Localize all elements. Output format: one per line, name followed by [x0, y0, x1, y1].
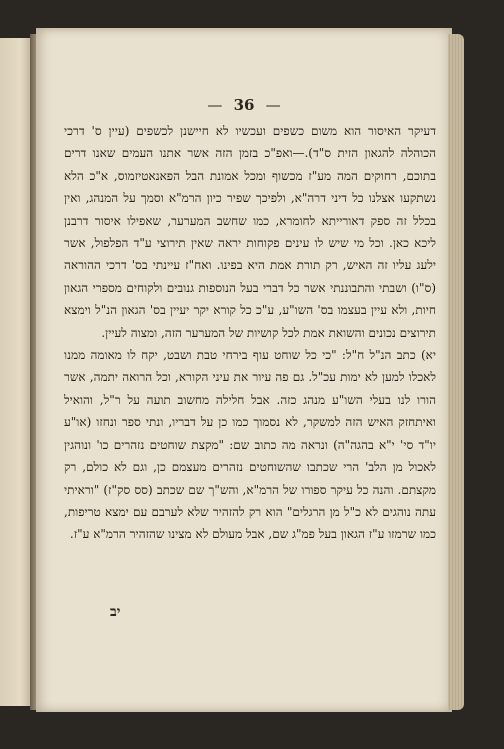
page-stack-edge: [448, 34, 464, 710]
header-dash-left: —: [207, 96, 223, 114]
book-page: [36, 28, 452, 712]
header-dash-right: —: [265, 96, 281, 114]
paragraph-1: דעיקר האיסור הוא משום כשפים ועכשיו לא חיישנן לכשפים (עיין ס' דרכי הכוהלה להגאון הזית ס"ד).—ואפ"כ בזמן הזה אשר אתנו העמים שאנו דרים בתוכם, רחוקים המה מע"ז מכשוף ומכל אמונת הבל הפאנאטיזמוס, א"כ הלא נשתקעו אצלנו כל דיני דרה"א, ולפיכך שפיר כיון הרמ"א וסמך על המנהג, ואין בכלל זה ספק דאורייתא לחומרא, כמו שחשב המערער, שאפילו איסור דרבנן ליכא כאן. וכל מי שיש לו עינים פקוחות יראה שאין תירוצי ע"ד הפלפול, אשר ילעג עליו זה האיש, רק תורת אמת היא בפינו. ואח"ז עיינתי בס' דרכי ההוראה (ס"ו) ושבתי והתבוננתי אשר כל דברי בעל הנוספות גנובים ולקוחים מספרי הגאון חיות, ולא עיין בעצמו בס' השו"ע, ע"כ כל קורא יקר יעיין בס' הגאון הנ"ל וימצא תירוצים נכונים והשואת אמת לכל קושיות של המערער הזה, ומצוה לעיין.: [64, 124, 436, 340]
paragraph-2: יא) כתב הנ"ל ח"ל: "כי כל שוחט עוף בירחי טבת ושבט, יקח לו מאומה ממנו לאכלו למען לא ימות עכ"ל. גם פה עיור את עיני הקורא, וכל הרואה יתמה, אשר הורו לנו בעלי השו"ע מנהג כזה. אבל חלילה מחשוב תועה על ר"ל, והואיל ואיתחזק האיש הזה למשקר, לא נסמוך כמו כן על דבריו, ונתי ספר ונחזו (או"ע יו"ד סי' י"א בהגה"ה) ונראה מה כתוב שם: "מקצת שוחטים נזהרים כו' ונוהגין לאכול מן הלב' הרי שכתבו שהשוחטים נזהרים מעצמם כן, וגם לא כולם, רק מקצתם. והנה כל עיקר ספורו של הרמ"א, והש"ך שם שכתב (סס סק"ז) "וראיתי עתה נוהגים לא כ"ל מן הרגלים" הוא רק להזהיר שלא לערבם עם ימצא טריפות, כמו שרמזו ע"ז הגאון בעל פמ"ג שם, אבל מעולם לא מצינו שהזהיר הרמ"א ע"ז.: [64, 348, 437, 542]
page-body: [64, 120, 436, 546]
left-page-edge: [0, 38, 34, 706]
page-header: [36, 96, 452, 114]
signature-mark: יב: [110, 604, 121, 620]
page-number: 36: [233, 96, 255, 114]
